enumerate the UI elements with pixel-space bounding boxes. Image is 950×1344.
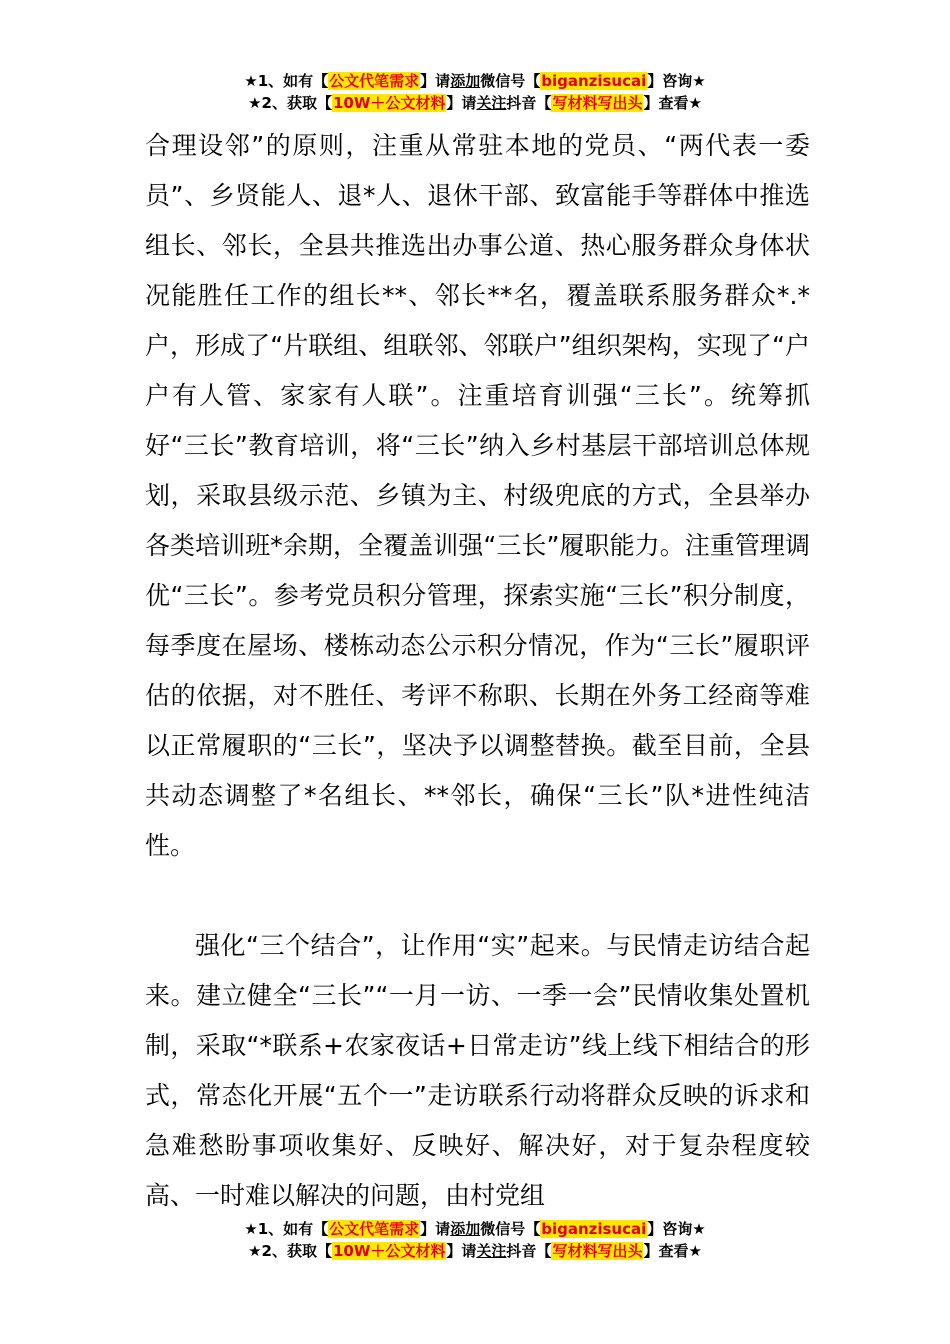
- paragraph: 强化“三个结合”，让作用“实”起来。与民情走访结合起来。建立健全“三长”“一月一访、一季一会”民情收集处置机制，采取“*联系+农家夜话+日常走访”线上线下相结合的形式，常态化开展“五个一”走访联系行动将群众反映的诉求和急难愁盼事项收集好、反映好、解决好，对于复杂程度较高、一时难以解决的问题，由村党组: [145, 931, 810, 1210]
- banner-line-1: [0, 1218, 950, 1240]
- banner-text: 抖音【: [506, 94, 552, 112]
- banner-text: ★1、如有【: [244, 1220, 329, 1238]
- underlined-follow: 关注: [476, 1242, 507, 1260]
- underlined-follow: 关注: [476, 94, 507, 112]
- banner-text: 】请: [420, 1220, 451, 1238]
- banner-text: 】请: [420, 72, 451, 90]
- highlight-writing-service: 公文代笔需求: [329, 1220, 420, 1238]
- underlined-add: 添加: [450, 72, 481, 90]
- highlight-douyin-account: 写材料写出头: [552, 94, 643, 112]
- highlight-douyin-account: 写材料写出头: [552, 1242, 643, 1260]
- highlight-writing-service: 公文代笔需求: [329, 72, 420, 90]
- banner-line-2: [0, 92, 950, 114]
- banner-text: 】咨询★: [647, 1220, 706, 1238]
- highlight-materials: 10W＋公文材料: [332, 94, 446, 112]
- header-banner: [0, 70, 950, 114]
- banner-text: 】请: [446, 94, 477, 112]
- banner-text: ★1、如有【: [244, 72, 329, 90]
- highlight-materials: 10W＋公文材料: [332, 1242, 446, 1260]
- banner-text: 】咨询★: [647, 72, 706, 90]
- banner-text: ★2、获取【: [248, 1242, 332, 1260]
- banner-text: 】查看★: [643, 94, 702, 112]
- document-body: [145, 121, 810, 1221]
- paragraph: 合理设邻”的原则，注重从常驻本地的党员、“两代表一委员”、乡贤能人、退*人、退休干部、致富能手等群体中推选组长、邻长，全县共推选出办事公道、热心服务群众身体状况能胜任工作的组长**、邻长**名，覆盖联系服务群众*.*户，形成了“片联组、组联邻、邻联户”组织架构，实现了“户户有人管、家家有人联”。注重培育训强“三长”。统筹抓好“三长”教育培训，将“三长”纳入乡村基层干部培训总体规划，采取县级示范、乡镇为主、村级兜底的方式，全县举办各类培训班*余期，全覆盖训强“三长”履职能力。注重管理调优“三长”。参考党员积分管理，探索实施“三长”积分制度，每季度在屋场、楼栋动态公示积分情况，作为“三长”履职评估的依据，对不胜任、考评不称职、长期在外务工经商等难以正常履职的“三长”，坚决予以调整替换。截至目前，全县共动态调整了*名组长、**邻长，确保“三长”队*进性纯洁性。: [145, 131, 810, 860]
- banner-text: 抖音【: [506, 1242, 552, 1260]
- footer-banner: [0, 1218, 950, 1262]
- banner-text: 微信号【: [480, 72, 541, 90]
- banner-line-2: [0, 1240, 950, 1262]
- banner-text: ★2、获取【: [248, 94, 332, 112]
- banner-text: 】查看★: [643, 1242, 702, 1260]
- highlight-wechat-id: biganzisucai: [541, 72, 647, 90]
- banner-line-1: [0, 70, 950, 92]
- underlined-add: 添加: [450, 1220, 481, 1238]
- banner-text: 微信号【: [480, 1220, 541, 1238]
- highlight-wechat-id: biganzisucai: [541, 1220, 647, 1238]
- banner-text: 】请: [446, 1242, 477, 1260]
